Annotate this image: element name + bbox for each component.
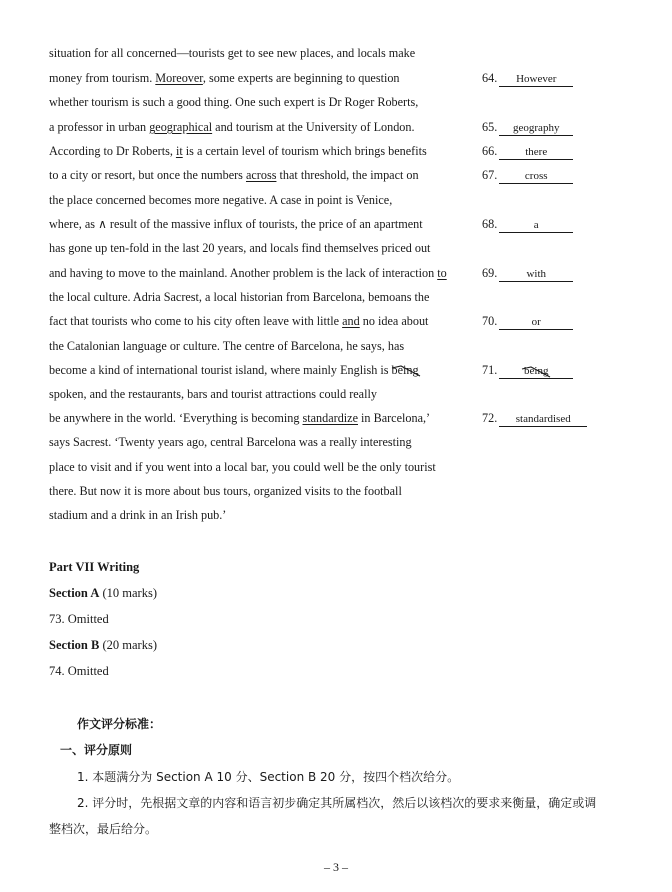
error-it: it xyxy=(175,144,183,158)
error-across: across xyxy=(245,168,277,182)
error-moreover: Moreover xyxy=(155,71,203,85)
passage-line-8: where, as ∧ result of the massive influx of tourists, the price of an apartment xyxy=(49,217,423,231)
page-number: – 3 – xyxy=(324,860,348,874)
passage-line-17: says Sacrest. ‘Twenty years ago, central Barcelona was a really interesting xyxy=(49,435,412,449)
error-to: to xyxy=(437,266,447,280)
section-b-heading: Section B (20 marks) xyxy=(49,638,157,652)
passage-line-14: become a kind of international tourist island, where mainly English is being xyxy=(49,363,419,377)
passage-line-11: the local culture. Adria Sacrest, a local historian from Barcelona, bemoans the xyxy=(49,290,430,304)
answer-65: 65. geography xyxy=(482,119,573,136)
item-74: 74. Omitted xyxy=(49,664,109,678)
strike-mark-icon xyxy=(521,365,551,379)
criteria-para-2: 2. 评分时，先根据文章的内容和语言初步确定其所属档次，然后以该档次的要求来衡量，确定或调 xyxy=(77,796,597,810)
answer-68: 68. a xyxy=(482,216,573,233)
passage-line-5: According to Dr Roberts, it is a certain level of tourism which brings benefits xyxy=(49,144,427,158)
passage-line-10: and having to move to the mainland. Another problem is the lack of interaction to xyxy=(49,266,447,280)
part-title: Part VII Writing xyxy=(49,560,140,574)
criteria-para-1: 1. 本题满分为 Section A 10 分、Section B 20 分，按四个档次给分。 xyxy=(77,770,460,784)
passage-line-20: stadium and a drink in an Irish pub.’ xyxy=(49,508,227,522)
section-a-heading: Section A (10 marks) xyxy=(49,586,157,600)
error-geographical: geographical xyxy=(149,120,213,134)
answer-72: 72. standardised xyxy=(482,410,587,427)
passage-line-9: has gone up ten-fold in the last 20 years, and locals find themselves priced out xyxy=(49,241,431,255)
criteria-subheading: 一、评分原则 xyxy=(60,743,133,757)
answer-69: 69. with xyxy=(482,265,573,282)
criteria-para-2-cont: 整档次，最后给分。 xyxy=(49,822,158,836)
passage-line-15: spoken, and the restaurants, bars and tourist attractions could really xyxy=(49,387,377,401)
strike-mark-icon xyxy=(391,363,421,379)
answer-70: 70. or xyxy=(482,313,573,330)
passage-line-6: to a city or resort, but once the numbers across that threshold, the impact on xyxy=(49,168,419,182)
deleted-word-being: being xyxy=(391,363,419,377)
passage-line-7: the place concerned becomes more negative. A case in point is Venice, xyxy=(49,193,393,207)
passage-line-2: money from tourism. Moreover, some experts are beginning to question xyxy=(49,71,400,85)
passage-line-19: there. But now it is more about bus tours, organized visits to the football xyxy=(49,484,402,498)
criteria-title: 作文评分标准： xyxy=(77,717,162,731)
passage-line-16: be anywhere in the world. ‘Everything is becoming standardize in Barcelona,’ xyxy=(49,411,431,425)
insert-caret: ∧ xyxy=(98,217,107,231)
passage-line-13: the Catalonian language or culture. The centre of Barcelona, he says, has xyxy=(49,339,405,353)
answer-71-struck: being xyxy=(499,365,573,379)
passage-line-4: a professor in urban geographical and tourism at the University of London. xyxy=(49,120,415,134)
answer-67: 67. cross xyxy=(482,167,573,184)
passage-line-18: place to visit and if you went into a local bar, you could well be the only tourist xyxy=(49,460,436,474)
answer-64: 64. However xyxy=(482,70,573,87)
passage-line-3: whether tourism is such a good thing. One such expert is Dr Roger Roberts, xyxy=(49,95,419,109)
error-standardize: standardize xyxy=(302,411,358,425)
answer-66: 66. there xyxy=(482,143,573,160)
passage-line-1: situation for all concerned—tourists get to see new places, and locals make xyxy=(49,46,416,60)
item-73: 73. Omitted xyxy=(49,612,109,626)
answer-71: 71. being xyxy=(482,362,573,379)
error-and: and xyxy=(342,314,360,328)
passage-line-12: fact that tourists who come to his city often leave with little and no idea about xyxy=(49,314,429,328)
